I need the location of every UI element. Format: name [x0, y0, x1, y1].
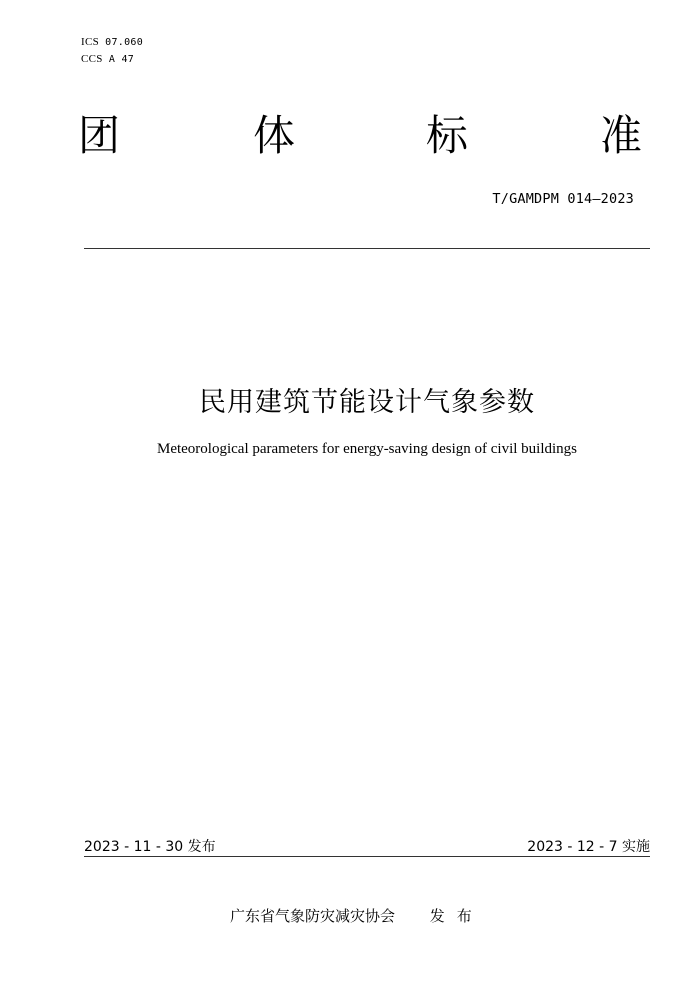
ics-code: 07.060 — [105, 37, 144, 48]
ccs-line — [81, 51, 143, 68]
title-chinese: 民用建筑节能设计气象参数 — [199, 387, 535, 418]
standard-type-heading — [78, 108, 646, 164]
ccs-code: A 47 — [108, 54, 135, 65]
ccs-label: CCS — [81, 53, 103, 65]
ics-line — [81, 34, 143, 51]
implementation-date: 2023 - 12 - 7 实施 — [527, 839, 650, 855]
issuer-line — [230, 905, 484, 926]
publish-date: 2023 - 11 - 30 发布 — [84, 839, 216, 855]
standard-type-char-3: 标 — [426, 111, 469, 160]
top-divider — [84, 248, 650, 249]
title-english: Meteorological parameters for energy-saving design of civil buildings — [156, 441, 578, 457]
issuer-action: 发布 — [429, 907, 484, 925]
standard-number: T/GAMDPM 014—2023 — [492, 191, 634, 207]
bottom-divider — [84, 856, 650, 857]
standard-type-char-4: 准 — [600, 111, 643, 160]
ics-label: ICS — [81, 36, 100, 48]
classification-codes — [81, 34, 143, 68]
standard-type-char-1: 团 — [78, 111, 121, 160]
issuer-organization: 广东省气象防灾减灾协会 — [230, 907, 396, 925]
standard-type-char-2: 体 — [253, 111, 296, 160]
